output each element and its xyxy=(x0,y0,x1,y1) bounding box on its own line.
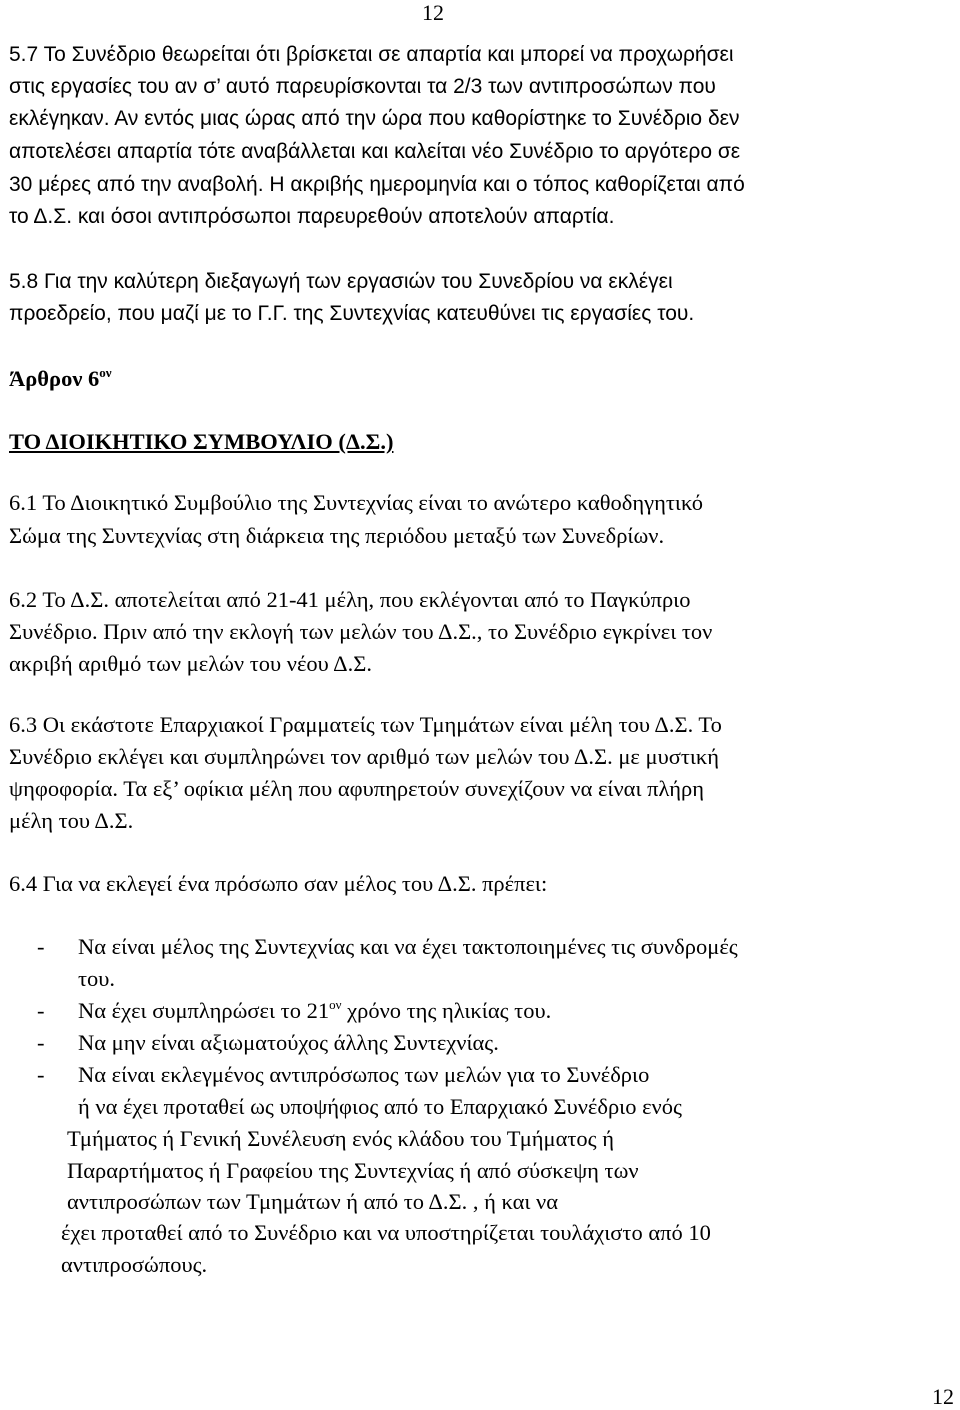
bullet-dash-2: - xyxy=(37,998,45,1023)
section-6-1-line-2: Σώμα της Συντεχνίας στη διάρκεια της περιόδου μεταξύ των Συνεδρίων. xyxy=(9,523,665,548)
section-6-2-line-2: Συνέδριο. Πριν από την εκλογή των μελών του Δ.Σ., το Συνέδριο εγκρίνει τον xyxy=(9,619,713,644)
requirement-2 xyxy=(78,996,551,1026)
requirement-4-line-7: αντιπροσώπους. xyxy=(61,1252,208,1277)
section-6-3-line-4: μέλη του Δ.Σ. xyxy=(9,808,134,833)
bullet-dash-4: - xyxy=(37,1062,45,1087)
section-6-2-line-1: 6.2 Το Δ.Σ. αποτελείται από 21-41 μέλη, που εκλέγονται από το Παγκύπριο xyxy=(9,587,691,612)
section-5-8-line-1: 5.8 Για την καλύτερη διεξαγωγή των εργασιών του Συνεδρίου να εκλέγει xyxy=(9,270,673,293)
article-heading xyxy=(9,364,112,394)
section-6-3-line-1: 6.3 Οι εκάστοτε Επαρχιακοί Γραμματείς των Τμημάτων είναι μέλη του Δ.Σ. Το xyxy=(9,712,722,737)
requirement-2-sup: ον xyxy=(329,997,342,1012)
requirement-3: Να μην είναι αξιωματούχος άλλης Συντεχνίας. xyxy=(78,1030,499,1055)
section-6-1-line-1: 6.1 Το Διοικητικό Συμβούλιο της Συντεχνίας είναι το ανώτερο καθοδηγητικό xyxy=(9,490,704,515)
section-5-7-line-1: 5.7 Το Συνέδριο θεωρείται ότι βρίσκεται σε απαρτία και μπορεί να προχωρήσει xyxy=(9,43,734,66)
board-heading: ΤΟ ΔΙΟΙΚΗΤΙΚΟ ΣΥΜΒΟΥΛΙΟ (Δ.Σ.) xyxy=(9,429,394,454)
page-number-bottom: 12 xyxy=(932,1384,954,1409)
bullet-dash-3: - xyxy=(37,1030,45,1055)
bullet-dash-1: - xyxy=(37,934,45,959)
requirement-4-line-5: αντιπροσώπων των Τμημάτων ή από το Δ.Σ. , ή και να xyxy=(67,1189,559,1214)
requirement-4-line-1: Να είναι εκλεγμένος αντιπρόσωπος των μελών για το Συνέδριο xyxy=(78,1062,650,1087)
section-6-4-intro: 6.4 Για να εκλεγεί ένα πρόσωπο σαν μέλος του Δ.Σ. πρέπει: xyxy=(9,871,548,896)
section-6-2-line-3: ακριβή αριθμό των μελών του νέου Δ.Σ. xyxy=(9,651,372,676)
page-number-top: 12 xyxy=(422,0,444,25)
requirement-4-line-3: Τμήματος ή Γενική Συνέλευση ενός κλάδου του Τμήματος ή xyxy=(67,1126,614,1151)
section-5-8-line-2: προεδρείο, που μαζί με το Γ.Γ. της Συντεχνίας κατευθύνει τις εργασίες του. xyxy=(9,302,695,325)
section-5-7-line-2: στις εργασίες του αν σ’ αυτό παρευρίσκονται τα 2/3 των αντιπροσώπων που xyxy=(9,75,716,98)
requirement-1-line-1: Να είναι μέλος της Συντεχνίας και να έχει τακτοποιημένες τις συνδρομές xyxy=(78,934,738,959)
requirement-2-text-end: χρόνο της ηλικίας του. xyxy=(341,998,552,1023)
section-5-7-line-3: εκλέγηκαν. Αν εντός μιας ώρας από την ώρα που καθορίστηκε το Συνέδριο δεν xyxy=(9,107,740,130)
section-6-3-line-3: ψηφοφορία. Τα εξ’ οφίκια μέλη που αφυπηρετούν συνεχίζουν να είναι πλήρη xyxy=(9,776,704,801)
requirement-4-line-6: έχει προταθεί από το Συνέδριο και να υποστηρίζεται τουλάχιστο από 10 xyxy=(61,1220,711,1245)
section-5-7-line-4: αποτελέσει απαρτία τότε αναβάλλεται και καλείται νέο Συνέδριο το αργότερο σε xyxy=(9,140,741,163)
requirement-2-text: Να έχει συμπληρώσει το 21 xyxy=(78,998,330,1023)
requirement-1-line-2: του. xyxy=(78,966,116,991)
section-6-3-line-2: Συνέδριο εκλέγει και συμπληρώνει τον αριθμό των μελών του Δ.Σ. με μυστική xyxy=(9,744,720,769)
section-5-7-line-5: 30 μέρες από την αναβολή. Η ακριβής ημερομηνία και ο τόπος καθορίζεται από xyxy=(9,173,745,196)
section-5-7-line-6: το Δ.Σ. και όσοι αντιπρόσωποι παρευρεθούν αποτελούν απαρτία. xyxy=(9,205,615,228)
requirement-4-line-4: Παραρτήματος ή Γραφείου της Συντεχνίας ή από σύσκεψη των xyxy=(67,1158,639,1183)
article-title: Άρθρον 6 xyxy=(9,366,100,391)
article-title-sup: ον xyxy=(99,365,112,380)
requirement-4-line-2: ή να έχει προταθεί ως υποψήφιος από το Επαρχιακό Συνέδριο ενός xyxy=(78,1094,682,1119)
